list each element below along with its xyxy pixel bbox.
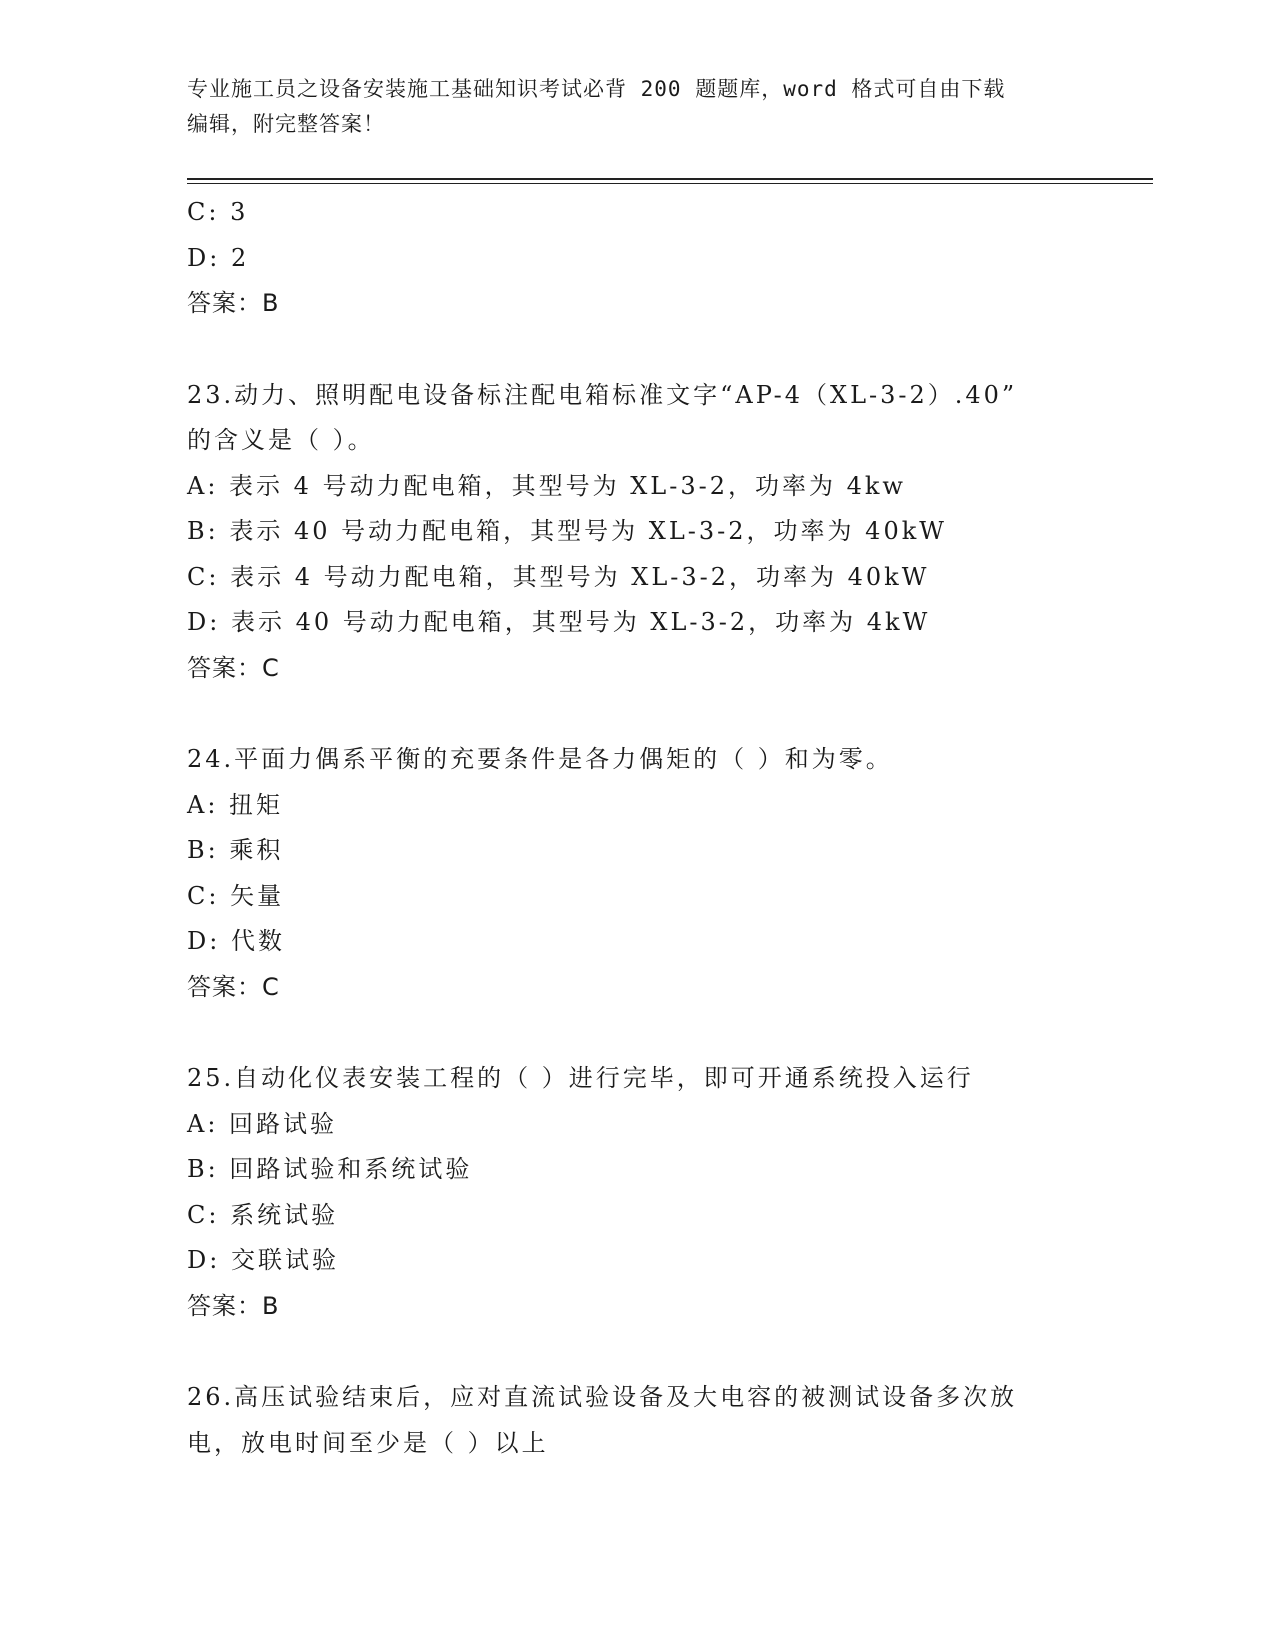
- spacer: [187, 691, 1087, 737]
- option-a: A: 扭矩: [187, 790, 284, 819]
- spacer: [187, 327, 1087, 373]
- option-a: A: 回路试验: [187, 1109, 338, 1138]
- question-text: 25.自动化仪表安装工程的（ ）进行完毕，即可开通系统投入运行: [187, 1064, 974, 1092]
- answer: 答案：C: [187, 653, 280, 682]
- answer: 答案：C: [187, 972, 280, 1001]
- question-22-tail: [187, 190, 1087, 327]
- option-c: C: 矢量: [187, 881, 285, 910]
- question-text-line-1: 23.动力、照明配电设备标注配电箱标准文字“AP-4（XL-3-2）.40”: [187, 380, 1018, 409]
- question-text-line-2: 电，放电时间至少是（ ）以上: [187, 1428, 549, 1457]
- option-c: C: 系统试验: [187, 1200, 339, 1229]
- option-d: D: 代数: [187, 927, 285, 955]
- option-b: B: 回路试验和系统试验: [187, 1155, 473, 1183]
- header-title-line-1: 专业施工员之设备安装施工基础知识考试必背 200 题题库，word 格式可自由下载: [187, 77, 1006, 101]
- option-b: B: 表示 40 号动力配电箱，其型号为 XL-3-2，功率为 40kW: [187, 517, 947, 545]
- question-24: [187, 737, 1087, 1010]
- question-text: 24.平面力偶系平衡的充要条件是各力偶矩的（ ）和为零。: [187, 745, 893, 773]
- spacer: [187, 1329, 1087, 1375]
- document-header: [187, 72, 1067, 142]
- spacer: [187, 1010, 1087, 1056]
- answer: 答案：B: [187, 1291, 280, 1320]
- question-text-line-1: 26.高压试验结束后，应对直流试验设备及大电容的被测试设备多次放: [187, 1383, 1018, 1411]
- header-title-line-2: 编辑，附完整答案！: [187, 112, 385, 136]
- option-c: C: 3: [187, 198, 249, 226]
- question-text-line-2: 的含义是（ ）。: [187, 426, 375, 454]
- option-b: B: 乘积: [187, 836, 284, 864]
- option-d: D: 表示 40 号动力配电箱，其型号为 XL-3-2，功率为 4kW: [187, 608, 931, 636]
- answer: 答案：B: [187, 289, 280, 317]
- header-divider-thin: [187, 183, 1153, 184]
- question-25: [187, 1056, 1087, 1329]
- option-c: C: 表示 4 号动力配电箱，其型号为 XL-3-2，功率为 40kW: [187, 562, 930, 591]
- option-a: A: 表示 4 号动力配电箱，其型号为 XL-3-2，功率为 4kw: [187, 471, 906, 500]
- question-list: [187, 190, 1087, 1466]
- header-divider-thick: [187, 178, 1153, 180]
- question-23: [187, 373, 1087, 692]
- option-d: D: 2: [187, 243, 250, 272]
- option-d: D: 交联试验: [187, 1246, 339, 1274]
- question-26: [187, 1375, 1087, 1466]
